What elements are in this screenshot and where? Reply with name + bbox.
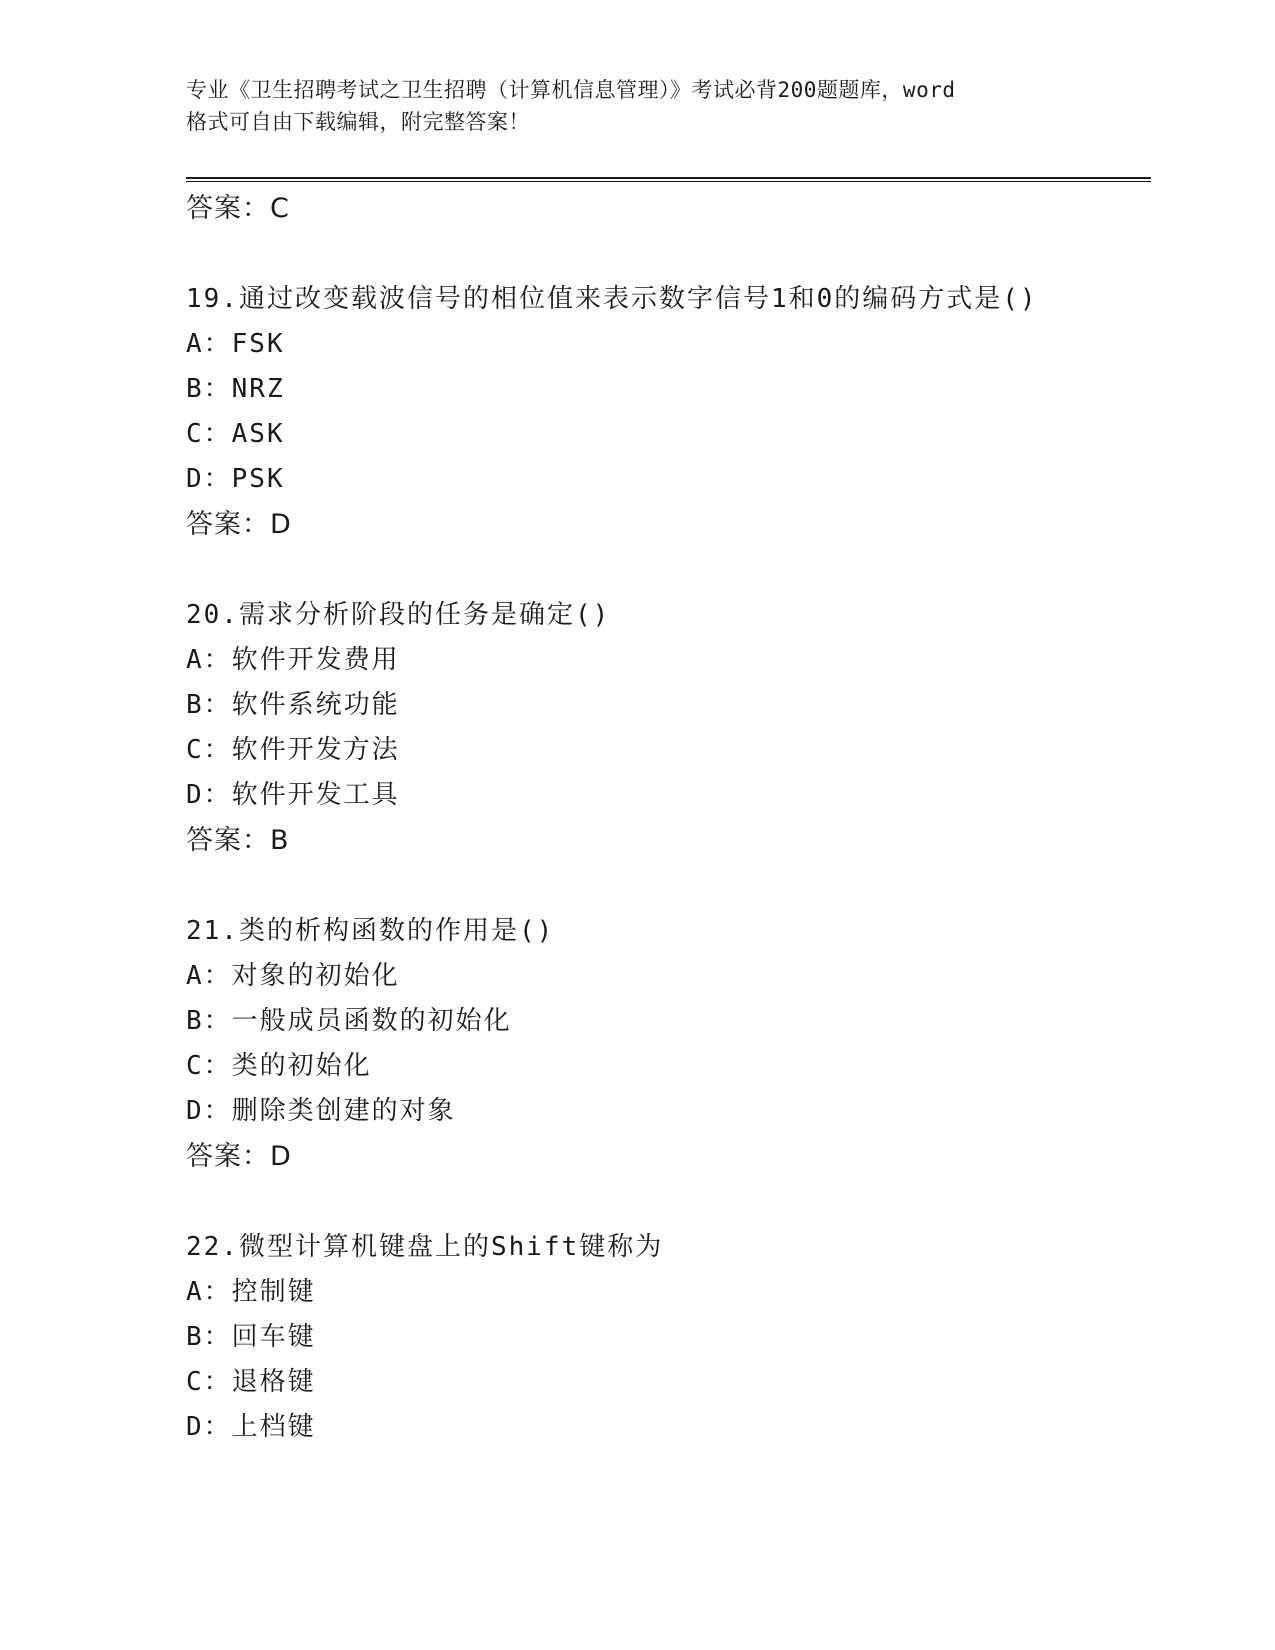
option-d: D：PSK: [186, 464, 285, 494]
question-19: [186, 277, 1146, 548]
question-list: [186, 186, 1146, 1450]
option-a: A：对象的初始化: [186, 961, 400, 991]
question-20: [186, 593, 1146, 864]
option-b: B：一般成员函数的初始化: [186, 1006, 512, 1036]
answer-line: 答案：B: [186, 825, 290, 856]
question-22: [186, 1225, 1146, 1450]
option-a: A：软件开发费用: [186, 645, 400, 675]
answer-line: 答案：D: [186, 509, 292, 540]
question-stem: 22.微型计算机键盘上的Shift键称为: [186, 1232, 664, 1262]
option-a: A：控制键: [186, 1277, 316, 1307]
option-c: C：退格键: [186, 1367, 316, 1397]
question-21: [186, 909, 1146, 1180]
option-b: B：软件系统功能: [186, 690, 400, 720]
option-b: B：NRZ: [186, 374, 285, 404]
option-b: B：回车键: [186, 1322, 316, 1352]
header-line-2: 格式可自由下载编辑，附完整答案！: [186, 110, 530, 134]
option-d: D：删除类创建的对象: [186, 1096, 456, 1126]
option-d: D：上档键: [186, 1412, 316, 1442]
option-a: A：FSK: [186, 329, 285, 359]
question-stem: 19.通过改变载波信号的相位值来表示数字信号1和0的编码方式是(): [186, 284, 1038, 314]
header-line-1: 专业《卫生招聘考试之卫生招聘（计算机信息管理）》考试必背200题题库，word: [186, 78, 956, 102]
answer-line: 答案：D: [186, 1141, 292, 1172]
document-header: [186, 74, 1086, 138]
question-stem: 21.类的析构函数的作用是(): [186, 916, 555, 946]
option-c: C：ASK: [186, 419, 285, 449]
option-c: C：类的初始化: [186, 1051, 372, 1081]
option-c: C：软件开发方法: [186, 735, 400, 765]
option-d: D：软件开发工具: [186, 780, 400, 810]
answer-line: 答案：C: [186, 193, 290, 224]
question-stem: 20.需求分析阶段的任务是确定(): [186, 600, 611, 630]
header-divider: [186, 177, 1151, 182]
